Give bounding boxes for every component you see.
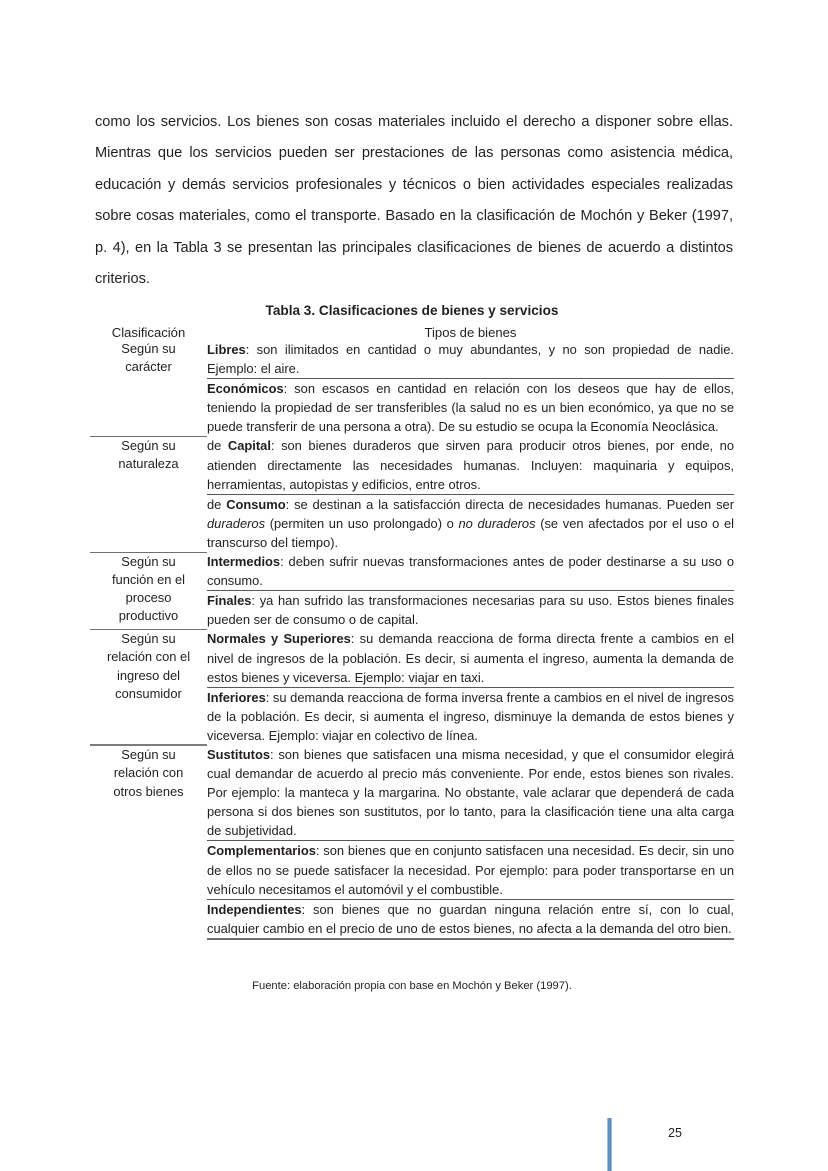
section-label-line: relación con — [113, 765, 184, 781]
table-row — [90, 436, 734, 494]
section-label-naturaleza — [90, 436, 207, 552]
classification-table-wrapper — [90, 325, 734, 940]
section-label-ingreso — [90, 629, 207, 745]
cell-economicos — [207, 379, 734, 437]
cell-complementarios — [207, 841, 734, 899]
section-label-line: Según su — [121, 630, 176, 646]
term-independientes-text: : son bienes que no guardan ninguna relación entre sí, con lo cual, cualquier cambio en el precio de uno de estos bienes, no afecta a la demanda del otro bien. — [207, 901, 734, 936]
section-label-line: consumidor — [115, 685, 182, 701]
section-label-line: proceso — [125, 590, 172, 606]
term-complementarios-text: : son bienes que en conjunto satisfacen una necesidad. Es decir, sin uno de ellos no se puede satisfacer la necesidad. Por ejemplo: para poder transportarse en un vehículo necesitamos el automóvil y el combustible. — [207, 843, 734, 897]
term-sustitutos: Sustitutos — [207, 746, 271, 762]
term-libres-text: : son ilimitados en cantidad o muy abundantes, y no son propiedad de nadie. Ejemplo: el aire. — [207, 342, 734, 377]
body-paragraph: como los servicios. Los bienes son cosas materiales incluido el derecho a disponer sobre ellas. Mientras que los servicios pueden ser prestaciones de las personas como asistencia médica, educación y demás servicios profesionales y técnicos o bien actividades especiales realizadas sobre cosas materiales, como el transporte. Basado en la clasificación de Mochón y Beker (1997, p. 4), en la Tabla 3 se presentan las principales clasificaciones de bienes de acuerdo a distintos criterios. — [95, 113, 733, 288]
term-consumo-text-b: (permiten un uso prolongado) o — [265, 515, 459, 531]
section-label-otros-bienes — [90, 745, 207, 939]
table-source-note: Fuente: elaboración propia con base en Mochón y Beker (1997). — [252, 980, 572, 992]
term-consumo-italic-b: no duraderos — [458, 515, 536, 531]
term-inferiores-text: : su demanda reacciona de forma inversa frente a cambios en el nivel de ingresos de la población. Es decir, si aumenta el ingreso, disminuye la demanda de estos bienes y viceversa. Ejemplo: viajar en colectivo de línea. — [207, 689, 734, 743]
cell-normales-superiores — [207, 629, 734, 687]
section-label-line: otros bienes — [113, 783, 184, 799]
section-label-line: naturaleza — [118, 456, 179, 472]
table-caption: Tabla 3. Clasificaciones de bienes y servicios — [265, 303, 559, 318]
section-label-line: ingreso del — [116, 667, 181, 683]
footer-accent-rule — [607, 1118, 612, 1171]
term-independientes: Independientes — [207, 901, 302, 917]
term-consumo-italic-a: duraderos — [207, 515, 266, 531]
table-row — [90, 629, 734, 687]
term-intermedios-text: : deben sufrir nuevas transformaciones antes de poder destinarse a su uso o consumo. — [207, 554, 734, 589]
column-header-clasificacion: Clasificación — [111, 325, 186, 340]
term-economicos-text: : son escasos en cantidad en relación con los deseos que hay de ellos, teniendo la propiedad de ser transferibles (la salud no es un bien económico, ya que no se puede transferir de una persona a otra). De su estudio se ocupa la Economía Neoclásica. — [207, 381, 734, 435]
section-label-line: relación con el — [106, 649, 191, 665]
cell-intermedios — [207, 552, 734, 591]
term-capital: Capital — [227, 438, 271, 454]
term-complementarios: Complementarios — [207, 843, 316, 859]
cell-independientes — [207, 899, 734, 939]
term-consumo-text-c: (se ven afectados por el uso o el transcurso del tiempo). — [207, 515, 734, 550]
term-sustitutos-text: : son bienes que satisfacen una misma necesidad, y que el consumidor elegirá cual demandar de acuerdo al precio más conveniente. Por ende, estos bienes son rivales. Por ejemplo: la manteca y la margarina. No obstante, vale aclarar que dependerá de cada persona si dos bienes son sustitutos, por lo tanto, para la clasificación tiene una alta carga de subjetividad. — [207, 746, 734, 839]
section-label-line: productivo — [118, 608, 179, 624]
column-header-tipos: Tipos de bienes — [424, 325, 517, 340]
term-consumo: Consumo — [226, 496, 286, 512]
table-row — [90, 552, 734, 591]
section-label-line: Según su — [121, 553, 176, 569]
table-header-row — [90, 325, 734, 340]
term-finales-text: : ya han sufrido las transformaciones necesarias para su uso. Estos bienes finales pueden ser de consumo o de capital. — [207, 593, 734, 628]
section-label-line: Según su — [121, 437, 176, 453]
cell-sustitutos — [207, 745, 734, 841]
term-consumo-text-a: : se destinan a la satisfacción directa de necesidades humanas. Pueden ser — [285, 496, 734, 512]
section-label-line: carácter — [125, 359, 172, 375]
cell-finales — [207, 591, 734, 630]
term-normales-superiores: Normales y Superiores — [207, 631, 351, 647]
section-label-line: función en el — [111, 571, 186, 587]
term-normales-superiores-text: : su demanda reacciona de forma directa frente a cambios en el nivel de ingresos de la población. Es decir, si aumenta el ingreso, aumenta la demanda de estos bienes y viceversa. Ejemplo: viajar en taxi. — [207, 631, 734, 685]
table-row — [90, 340, 734, 379]
section-label-funcion — [90, 552, 207, 629]
section-label-line: Según su — [121, 746, 176, 762]
cell-libres — [207, 340, 734, 379]
term-capital-prefix: de — [207, 438, 228, 454]
term-consumo-prefix: de — [207, 496, 227, 512]
term-inferiores: Inferiores — [207, 689, 266, 705]
cell-consumo — [207, 494, 734, 552]
table-row — [90, 745, 734, 841]
term-capital-text: : son bienes duraderos que sirven para producir otros bienes, por ende, no atienden directamente las necesidades humanas. Incluyen: maquinaria y equipos, herramientas, autopistas y edificios, entre otros. — [207, 438, 734, 492]
term-libres: Libres — [207, 342, 246, 357]
cell-capital — [207, 436, 734, 494]
section-label-caracter — [90, 340, 207, 436]
classification-table — [90, 325, 734, 940]
term-finales: Finales — [207, 593, 252, 609]
term-economicos: Económicos — [207, 381, 284, 397]
term-intermedios: Intermedios — [207, 554, 281, 570]
page-number: 25 — [667, 1126, 682, 1140]
cell-inferiores — [207, 687, 734, 745]
section-label-line: Según su — [121, 341, 176, 356]
